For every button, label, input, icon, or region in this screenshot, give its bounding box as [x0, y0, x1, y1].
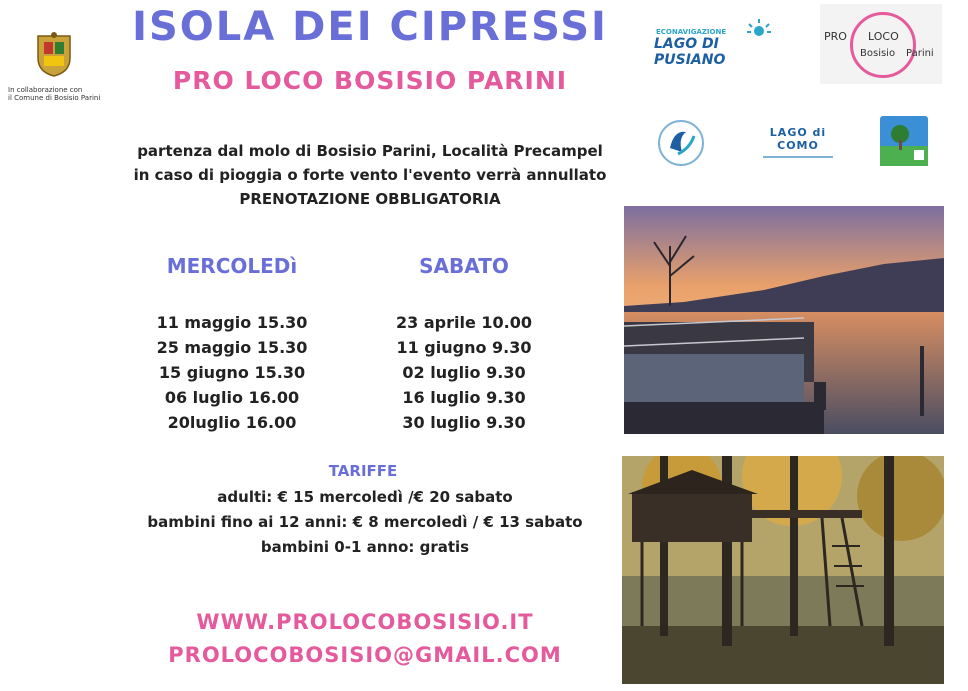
- saturday-date-item: 02 luglio 9.30: [402, 363, 526, 382]
- proloco-bosisio-text: Bosisio: [860, 48, 896, 59]
- proloco-logo: [820, 4, 942, 84]
- wednesday-date-item: 20luglio 16.00: [167, 413, 297, 432]
- page-subtitle: PRO LOCO BOSISIO PARINI: [172, 66, 568, 95]
- saturday-date-item: 16 luglio 9.30: [402, 388, 526, 407]
- econavigazione-label: ECONAVIGAZIONE: [656, 28, 727, 36]
- saturday-date-item: 23 aprile 10.00: [396, 313, 532, 332]
- departure-info: partenza dal molo di Bosisio Parini, Località Precampel: [137, 142, 603, 160]
- proloco-parini-text: Parini: [906, 48, 934, 59]
- tariff-children: bambini fino ai 12 anni: € 8 mercoledì / € 13 sabato: [147, 513, 583, 531]
- tariff-infants: bambini 0-1 anno: gratis: [260, 538, 470, 556]
- lago-como-logo: [748, 126, 848, 156]
- wednesday-heading: MERCOLEDì: [166, 254, 298, 278]
- saturday-heading: SABATO: [419, 254, 509, 278]
- wednesday-date-item: 06 luglio 16.00: [164, 388, 300, 407]
- treehouse-photo: [622, 456, 944, 684]
- proloco-pro-text: PRO: [824, 30, 847, 43]
- saturday-date-item: 30 luglio 9.30: [402, 413, 526, 432]
- lake-sunset-photo: [624, 206, 944, 434]
- saturday-date-item: 11 giugno 9.30: [396, 338, 532, 357]
- tariff-adults: adulti: € 15 mercoledì /€ 20 sabato: [217, 488, 513, 506]
- proloco-loco-text: LOCO: [868, 30, 899, 43]
- wednesday-date-item: 11 maggio 15.30: [156, 313, 308, 332]
- tariffe-heading: TARIFFE: [328, 462, 398, 480]
- wednesday-dates-list: [122, 310, 342, 435]
- lago-como-label: LAGO di COMO: [769, 126, 827, 152]
- econavigazione-logo: [654, 18, 784, 68]
- email-link[interactable]: PROLOCOBOSISIO@GMAIL.COM: [168, 643, 562, 667]
- lago-pusiano-label: LAGO DI PUSIANO: [654, 36, 726, 68]
- booking-required: PRENOTAZIONE OBBLIGATORIA: [239, 190, 501, 208]
- page-title: ISOLA DEI CIPRESSI: [132, 4, 608, 50]
- wednesday-date-item: 15 giugno 15.30: [158, 363, 306, 382]
- proloco-ring-icon: [850, 12, 916, 78]
- park-logo-icon: [880, 116, 928, 166]
- collab-line-2: il Comune di Bosisio Parini: [8, 94, 101, 102]
- saturday-dates-list: [354, 310, 574, 435]
- lago-como-underline: [763, 156, 833, 158]
- wave-circle-logo-icon: [656, 118, 706, 168]
- collab-line-1: In collaborazione con: [8, 86, 83, 94]
- weather-info: in caso di pioggia o forte vento l'evento verrà annullato: [133, 166, 607, 184]
- website-link[interactable]: WWW.PROLOCOBOSISIO.IT: [196, 610, 534, 634]
- wednesday-date-item: 25 maggio 15.30: [156, 338, 308, 357]
